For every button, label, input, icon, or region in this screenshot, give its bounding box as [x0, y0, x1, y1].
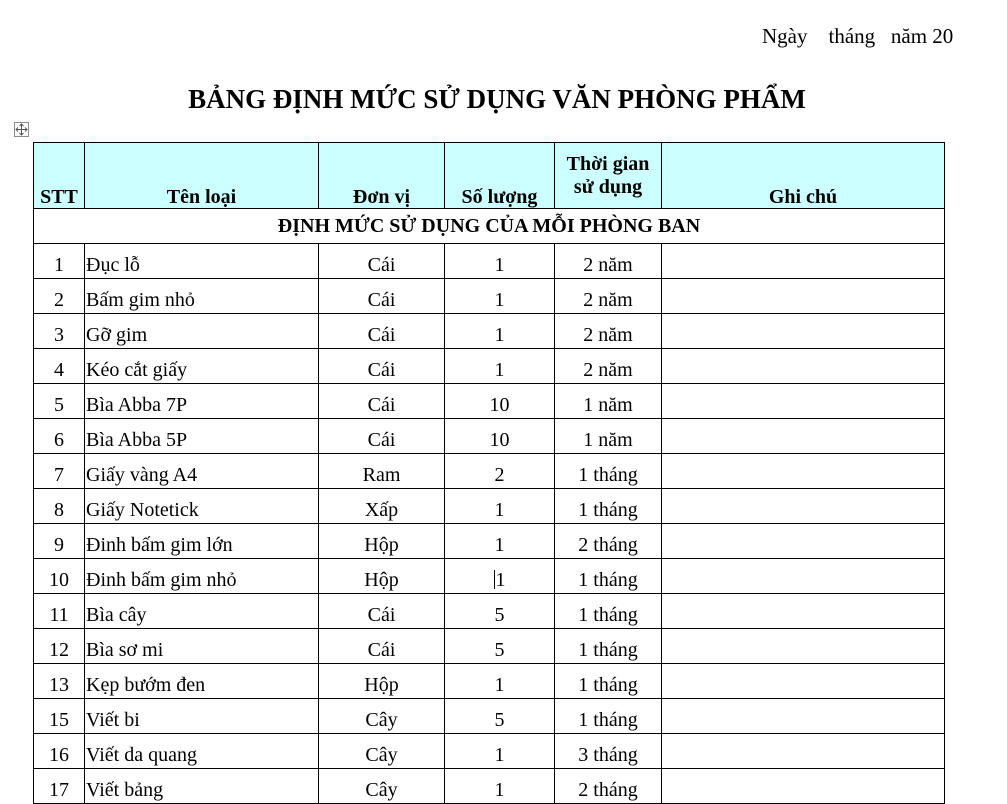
cell-unit[interactable]: Hộp	[319, 664, 445, 699]
table-row	[34, 664, 945, 699]
cell-name[interactable]: Đinh bấm gim nhỏ	[85, 559, 319, 594]
table-row	[34, 349, 945, 384]
cell-qty[interactable]: 5	[445, 629, 555, 664]
cell-name[interactable]: Bìa cây	[85, 594, 319, 629]
cell-note[interactable]	[662, 244, 945, 279]
cell-name[interactable]: Kéo cắt giấy	[85, 349, 319, 384]
cell-stt[interactable]: 13	[34, 664, 85, 699]
cell-unit[interactable]: Cây	[319, 699, 445, 734]
cell-unit[interactable]: Cái	[319, 349, 445, 384]
cell-qty[interactable]: 1	[445, 734, 555, 769]
cell-stt[interactable]: 11	[34, 594, 85, 629]
table-row	[34, 734, 945, 769]
cell-stt[interactable]: 8	[34, 489, 85, 524]
cell-note[interactable]	[662, 594, 945, 629]
header-stt: STT	[34, 143, 85, 209]
cell-name[interactable]: Gỡ gim	[85, 314, 319, 349]
move-arrows-icon	[15, 123, 28, 136]
cell-qty[interactable]: 10	[445, 384, 555, 419]
cell-stt[interactable]: 4	[34, 349, 85, 384]
header-name: Tên loại	[85, 143, 319, 209]
cell-note[interactable]	[662, 279, 945, 314]
cell-name[interactable]: Giấy vàng A4	[85, 454, 319, 489]
header-qty: Số lượng	[445, 143, 555, 209]
cell-name[interactable]: Kẹp bướm đen	[85, 664, 319, 699]
cell-unit[interactable]: Xấp	[319, 489, 445, 524]
cell-time[interactable]: 1 tháng	[555, 489, 662, 524]
table-row	[34, 454, 945, 489]
cell-name[interactable]: Đục lỗ	[85, 244, 319, 279]
cell-note[interactable]	[662, 734, 945, 769]
table-row	[34, 594, 945, 629]
cell-time[interactable]: 1 tháng	[555, 559, 662, 594]
cell-time[interactable]: 3 tháng	[555, 734, 662, 769]
cell-time[interactable]: 1 tháng	[555, 664, 662, 699]
table-row	[34, 279, 945, 314]
cell-unit[interactable]: Cái	[319, 629, 445, 664]
cell-name[interactable]: Viết bảng	[85, 769, 319, 804]
cell-time[interactable]: 1 tháng	[555, 594, 662, 629]
table-row	[34, 769, 945, 804]
cell-note[interactable]	[662, 629, 945, 664]
cell-time[interactable]: 2 tháng	[555, 524, 662, 559]
section-row	[34, 209, 945, 244]
cell-unit[interactable]: Cây	[319, 734, 445, 769]
cell-unit[interactable]: Hộp	[319, 524, 445, 559]
cell-note[interactable]	[662, 769, 945, 804]
header-unit: Đơn vị	[319, 143, 445, 209]
table-row	[34, 419, 945, 454]
cell-unit[interactable]: Cái	[319, 419, 445, 454]
cell-note[interactable]	[662, 664, 945, 699]
cell-stt[interactable]: 1	[34, 244, 85, 279]
cell-time[interactable]: 1 năm	[555, 419, 662, 454]
table-row	[34, 384, 945, 419]
table-header-row	[34, 143, 945, 209]
table-row	[34, 524, 945, 559]
cell-unit[interactable]: Ram	[319, 454, 445, 489]
cell-note[interactable]	[662, 489, 945, 524]
cell-note[interactable]	[662, 524, 945, 559]
cell-qty[interactable]	[445, 559, 555, 594]
cell-qty[interactable]: 1	[445, 314, 555, 349]
stationery-table	[33, 142, 945, 804]
cell-time[interactable]: 2 năm	[555, 279, 662, 314]
header-note: Ghi chú	[662, 143, 945, 209]
cell-qty[interactable]: 2	[445, 454, 555, 489]
cell-qty[interactable]: 1	[445, 279, 555, 314]
cell-qty[interactable]: 1	[445, 769, 555, 804]
cell-qty[interactable]: 5	[445, 699, 555, 734]
cell-name[interactable]: Giấy Notetick	[85, 489, 319, 524]
cell-stt[interactable]: 9	[34, 524, 85, 559]
cell-qty[interactable]: 1	[445, 664, 555, 699]
table-row	[34, 489, 945, 524]
table-row	[34, 629, 945, 664]
cell-time[interactable]: 1 tháng	[555, 454, 662, 489]
table-move-handle[interactable]	[14, 122, 29, 137]
cell-stt[interactable]: 17	[34, 769, 85, 804]
cell-stt[interactable]: 6	[34, 419, 85, 454]
cell-name[interactable]: Viết bi	[85, 699, 319, 734]
cell-note[interactable]	[662, 454, 945, 489]
cell-qty[interactable]: 1	[445, 349, 555, 384]
cell-time[interactable]: 2 năm	[555, 349, 662, 384]
cell-name[interactable]: Bấm gim nhỏ	[85, 279, 319, 314]
cell-qty[interactable]: 10	[445, 419, 555, 454]
cell-unit[interactable]: Cái	[319, 244, 445, 279]
table-row	[34, 559, 945, 594]
cell-time[interactable]: 2 năm	[555, 314, 662, 349]
cell-name[interactable]: Đinh bấm gim lớn	[85, 524, 319, 559]
cell-name[interactable]: Bìa sơ mi	[85, 629, 319, 664]
header-time-line2: sử dụng	[573, 175, 643, 198]
text-cursor	[494, 570, 495, 589]
table-row	[34, 699, 945, 734]
cell-name[interactable]: Bìa Abba 7P	[85, 384, 319, 419]
cell-stt[interactable]: 7	[34, 454, 85, 489]
cell-stt[interactable]: 15	[34, 699, 85, 734]
cell-unit[interactable]: Hộp	[319, 559, 445, 594]
cell-unit[interactable]: Cái	[319, 314, 445, 349]
cell-name[interactable]: Bìa Abba 5P	[85, 419, 319, 454]
cell-note[interactable]	[662, 314, 945, 349]
table-row	[34, 314, 945, 349]
cell-time[interactable]: 1 năm	[555, 384, 662, 419]
table-row	[34, 244, 945, 279]
cell-qty-text: 1	[495, 569, 506, 591]
cell-stt[interactable]: 10	[34, 559, 85, 594]
cell-time[interactable]: 1 tháng	[555, 699, 662, 734]
date-line: Ngày tháng năm 20	[762, 24, 954, 48]
cell-stt[interactable]: 16	[34, 734, 85, 769]
cell-time[interactable]: 2 tháng	[555, 769, 662, 804]
cell-note[interactable]	[662, 699, 945, 734]
cell-unit[interactable]: Cái	[319, 594, 445, 629]
cell-unit[interactable]: Cây	[319, 769, 445, 804]
cell-stt[interactable]: 3	[34, 314, 85, 349]
cell-stt[interactable]: 5	[34, 384, 85, 419]
cell-stt[interactable]: 2	[34, 279, 85, 314]
cell-time[interactable]: 1 tháng	[555, 629, 662, 664]
cell-unit[interactable]: Cái	[319, 384, 445, 419]
cell-note[interactable]	[662, 384, 945, 419]
cell-name[interactable]: Viết da quang	[85, 734, 319, 769]
cell-time[interactable]: 2 năm	[555, 244, 662, 279]
cell-note[interactable]	[662, 349, 945, 384]
cell-unit[interactable]: Cái	[319, 279, 445, 314]
cell-qty[interactable]: 1	[445, 524, 555, 559]
cell-stt[interactable]: 12	[34, 629, 85, 664]
cell-qty[interactable]: 1	[445, 244, 555, 279]
header-time	[555, 143, 662, 209]
cell-qty[interactable]: 5	[445, 594, 555, 629]
section-title[interactable]: ĐỊNH MỨC SỬ DỤNG CỦA MỖI PHÒNG BAN	[34, 209, 945, 244]
document-title: BẢNG ĐỊNH MỨC SỬ DỤNG VĂN PHÒNG PHẨM	[188, 84, 806, 114]
cell-qty[interactable]: 1	[445, 489, 555, 524]
cell-note[interactable]	[662, 559, 945, 594]
cell-note[interactable]	[662, 419, 945, 454]
header-time-line1: Thời gian	[566, 152, 650, 175]
